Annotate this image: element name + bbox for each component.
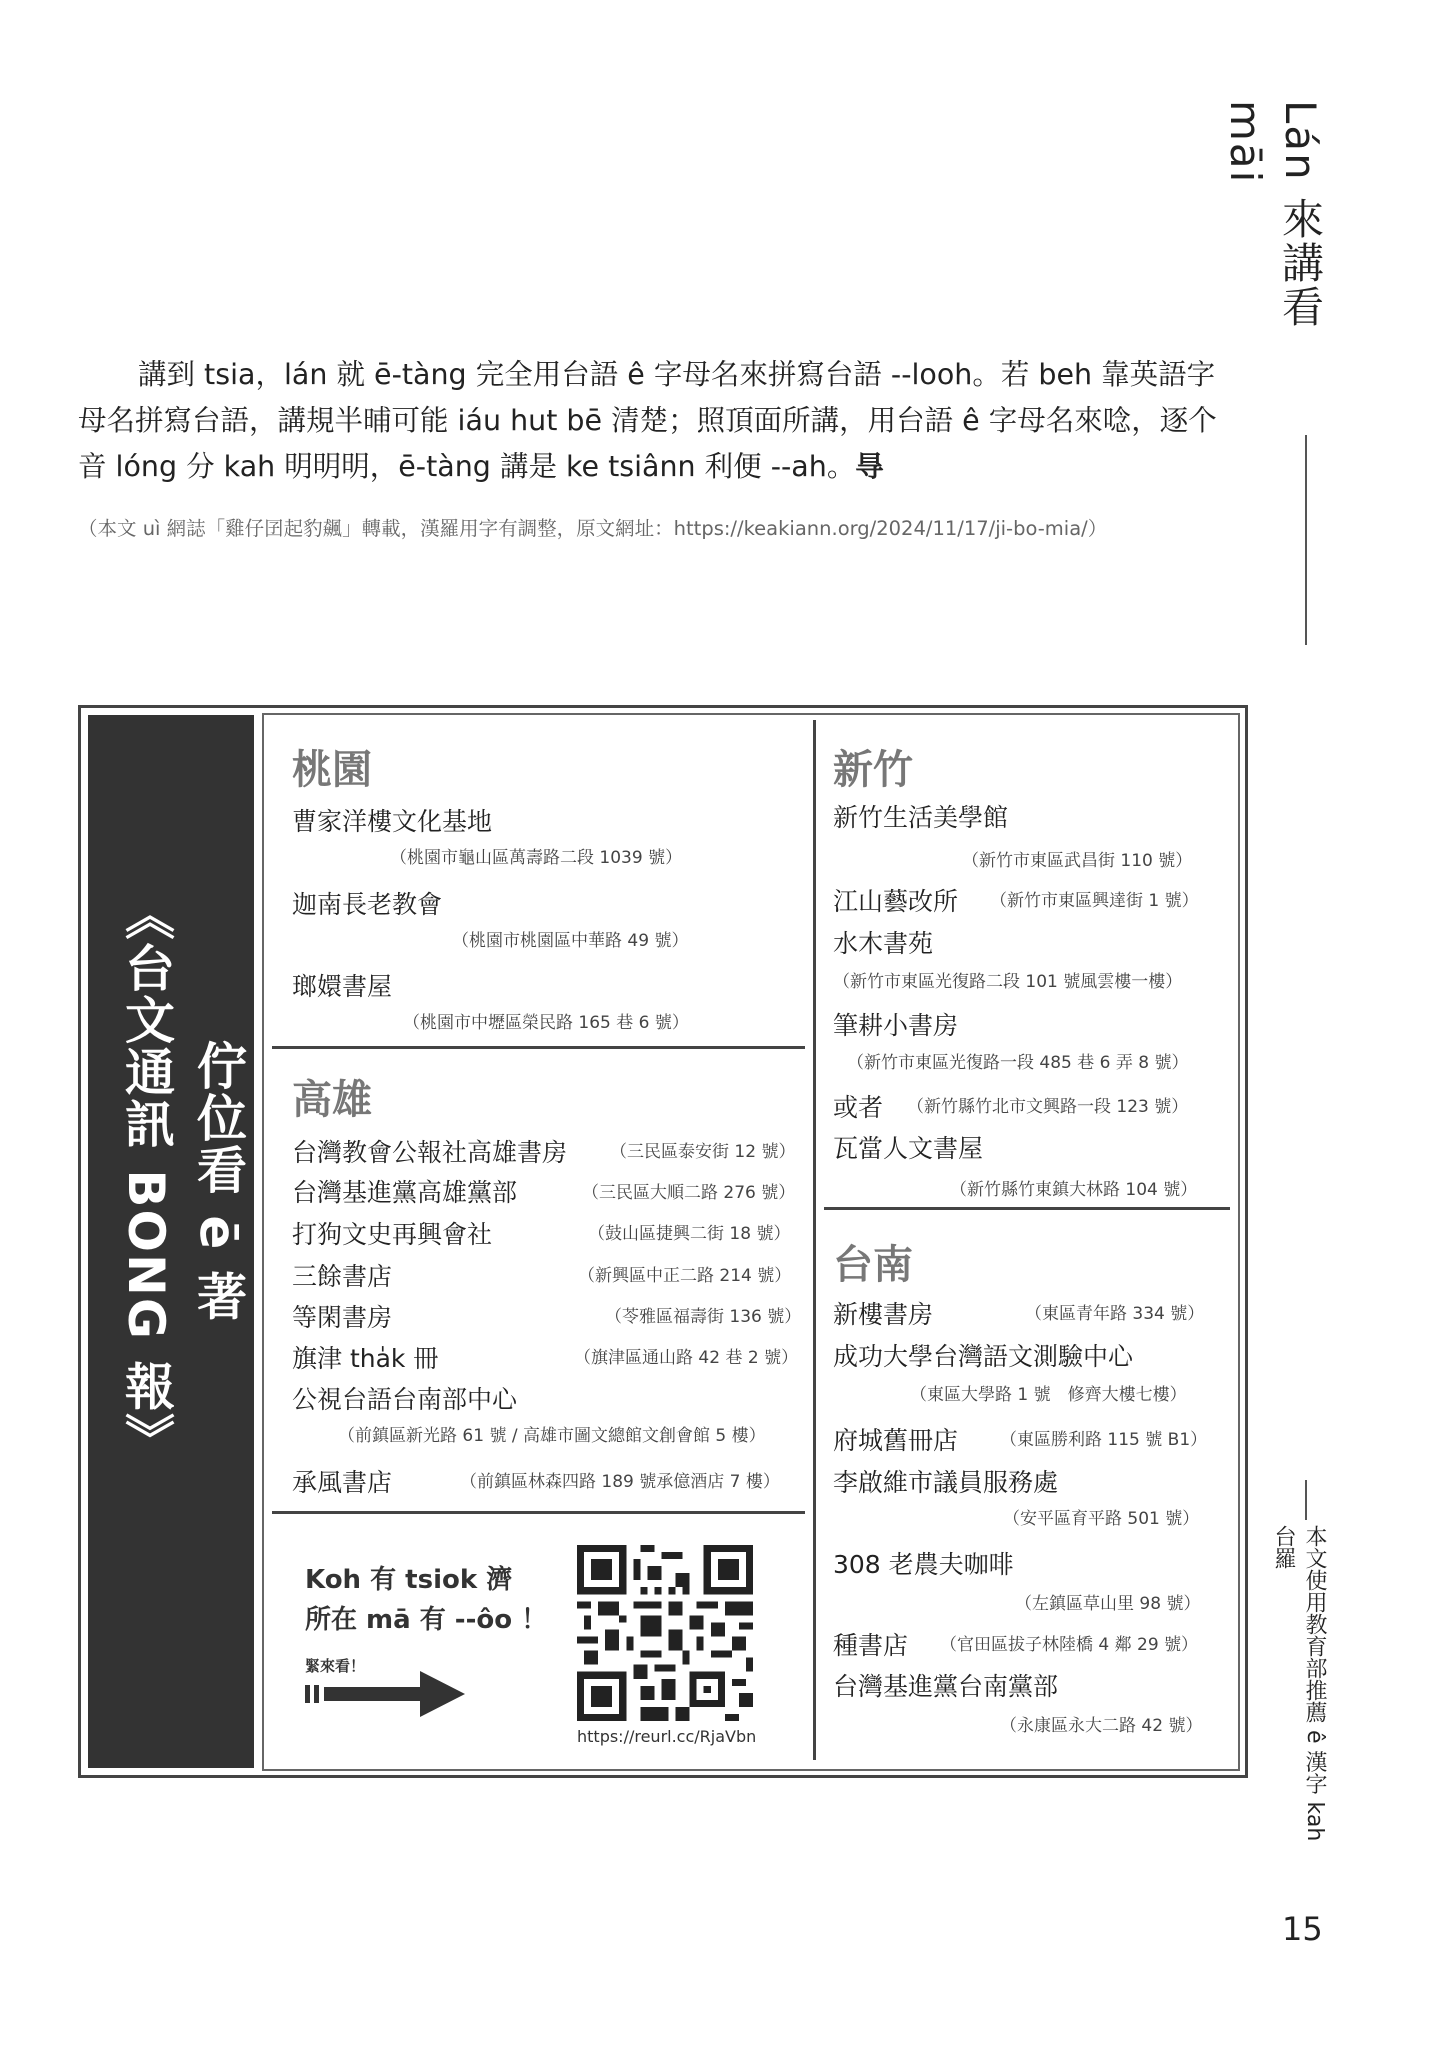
venue-address: （東區大學路 1 號 修齊大樓七樓）	[910, 1385, 1187, 1405]
column-divider	[813, 720, 816, 1760]
promo-call: 緊來看！	[305, 1657, 366, 1675]
venue-address: （新竹縣竹東鎮大林路 104 號）	[950, 1180, 1198, 1200]
article-text: 講到 tsia，lán 就 ē-tàng 完全用台語 ê 字母名來拼寫台語 --looh。若 beh 靠英語字母名拼寫台語，講規半晡可能 iáu hut bē 清楚；照頂面所講，用台語 ê 字母名來唸，逐个音 lóng 分 kah 明明明，ē-tàng 講是 ke tsiânn 利便 --ah。	[78, 358, 1217, 483]
venue-name: 308 老農夫咖啡	[833, 1550, 1014, 1579]
venue-address: （永康區永大二路 42 號）	[1000, 1716, 1203, 1736]
page-number: 15	[1282, 1910, 1323, 1948]
region-tainan: 台南	[833, 1242, 913, 1288]
source-note: （本文 uì 網誌「雞仔囝起豹飆」轉載，漢羅用字有調整，原文網址：https://keakiann.org/2024/11/17/ji-bo-mia/）	[78, 517, 1108, 540]
venue-name: 迦南長老教會	[292, 890, 443, 919]
arrow-right-icon	[300, 1667, 470, 1717]
venue-name: 台灣基進黨高雄黨部	[292, 1178, 518, 1207]
venue-address: （三民區泰安街 12 號）	[610, 1142, 796, 1162]
venue-name: 瑯嬛書屋	[292, 972, 393, 1001]
venue-name: 承風書店	[292, 1468, 393, 1497]
venue-address: （新竹市東區興達街 1 號）	[990, 891, 1199, 911]
venue-name: 台灣基進黨台南黨部	[833, 1672, 1059, 1701]
section-divider	[1305, 1480, 1307, 1520]
venue-address: （新竹市東區光復路二段 101 號風雲樓一樓）	[833, 972, 1183, 992]
region-taoyuan: 桃園	[292, 747, 372, 793]
venue-name: 曹家洋樓文化基地	[292, 807, 493, 836]
venue-address: （新竹市東區武昌街 110 號）	[962, 851, 1193, 871]
venue-address: （左鎮區草山里 98 號）	[1015, 1594, 1201, 1614]
box-subtitle: 佇位看 ē 著	[189, 1040, 247, 1323]
venue-name: 筆耕小書房	[833, 1011, 959, 1040]
venue-address: （新竹市東區光復路一段 485 巷 6 弄 8 號）	[847, 1053, 1189, 1073]
venue-address: （前鎮區林森四路 189 號承億酒店 7 樓）	[460, 1472, 780, 1492]
venue-name: 種書店	[833, 1631, 909, 1660]
venue-name: 或者	[833, 1093, 884, 1122]
venue-name: 新樓書房	[833, 1300, 934, 1329]
venue-address: （桃園市桃園區中華路 49 號）	[452, 931, 689, 951]
venue-name: 打狗文史再興會社	[292, 1220, 493, 1249]
venue-address: （桃園市中壢區榮民路 165 巷 6 號）	[403, 1013, 689, 1033]
venue-address: （旗津區通山路 42 巷 2 號）	[574, 1348, 799, 1368]
region-divider	[272, 1046, 805, 1049]
venue-name: 旗津 tha̍k 冊	[292, 1344, 439, 1373]
venue-address: （三民區大順二路 276 號）	[582, 1183, 796, 1203]
region-hsinchu: 新竹	[833, 747, 913, 793]
orthography-note: 本文使用教育部推薦 ê 漢字 kah 台羅	[1271, 1525, 1327, 1842]
region-kaohsiung: 高雄	[292, 1077, 372, 1123]
venue-name: 成功大學台灣語文測驗中心	[833, 1342, 1134, 1371]
venue-name: 新竹生活美學館	[833, 803, 1009, 832]
venue-name: 公視台語台南部中心	[292, 1385, 518, 1414]
venue-name: 府城舊冊店	[833, 1426, 959, 1455]
section-title: Lán 來講看 māi	[1221, 100, 1325, 330]
venue-address: （鼓山區捷興二街 18 號）	[588, 1224, 791, 1244]
venue-address: （安平區育平路 501 號）	[1003, 1509, 1200, 1529]
venue-name: 瓦當人文書屋	[833, 1134, 984, 1163]
article-paragraph	[78, 352, 1238, 490]
publication-title: 《台文通訊 BONG 報》	[117, 890, 175, 1465]
venue-address: （東區青年路 334 號）	[1025, 1304, 1205, 1324]
qr-url[interactable]: https://reurl.cc/RjaVbn	[577, 1727, 757, 1746]
promo-line: Koh 有 tsiok 濟	[305, 1565, 513, 1595]
venue-name: 台灣教會公報社高雄書房	[292, 1138, 568, 1167]
end-mark: 㝵	[855, 450, 884, 483]
venue-address: （新竹縣竹北市文興路一段 123 號）	[907, 1097, 1189, 1117]
promo-line: 所在 mā 有 --ôo ！	[305, 1605, 548, 1635]
venue-name: 三餘書店	[292, 1262, 393, 1291]
venue-address: （東區勝利路 115 號 B1）	[1000, 1430, 1208, 1450]
venue-address: （前鎮區新光路 61 號 / 高雄市圖文總館文創會館 5 樓）	[338, 1426, 766, 1446]
venue-name: 水木書苑	[833, 929, 934, 958]
section-divider	[1305, 435, 1307, 645]
qr-code-icon[interactable]	[577, 1545, 753, 1721]
venue-name: 江山藝改所	[833, 887, 959, 916]
venue-address: （官田區拔子林陸橋 4 鄰 29 號）	[940, 1635, 1199, 1655]
venue-name: 等閑書房	[292, 1303, 393, 1332]
venue-address: （新興區中正二路 214 號）	[578, 1266, 792, 1286]
venue-name: 李啟維市議員服務處	[833, 1468, 1059, 1497]
venue-address: （苓雅區福壽街 136 號）	[605, 1307, 802, 1327]
venue-address: （桃園市龜山區萬壽路二段 1039 號）	[390, 848, 683, 868]
region-divider	[824, 1207, 1230, 1210]
region-divider	[272, 1511, 805, 1514]
promo-text	[305, 1560, 547, 1640]
